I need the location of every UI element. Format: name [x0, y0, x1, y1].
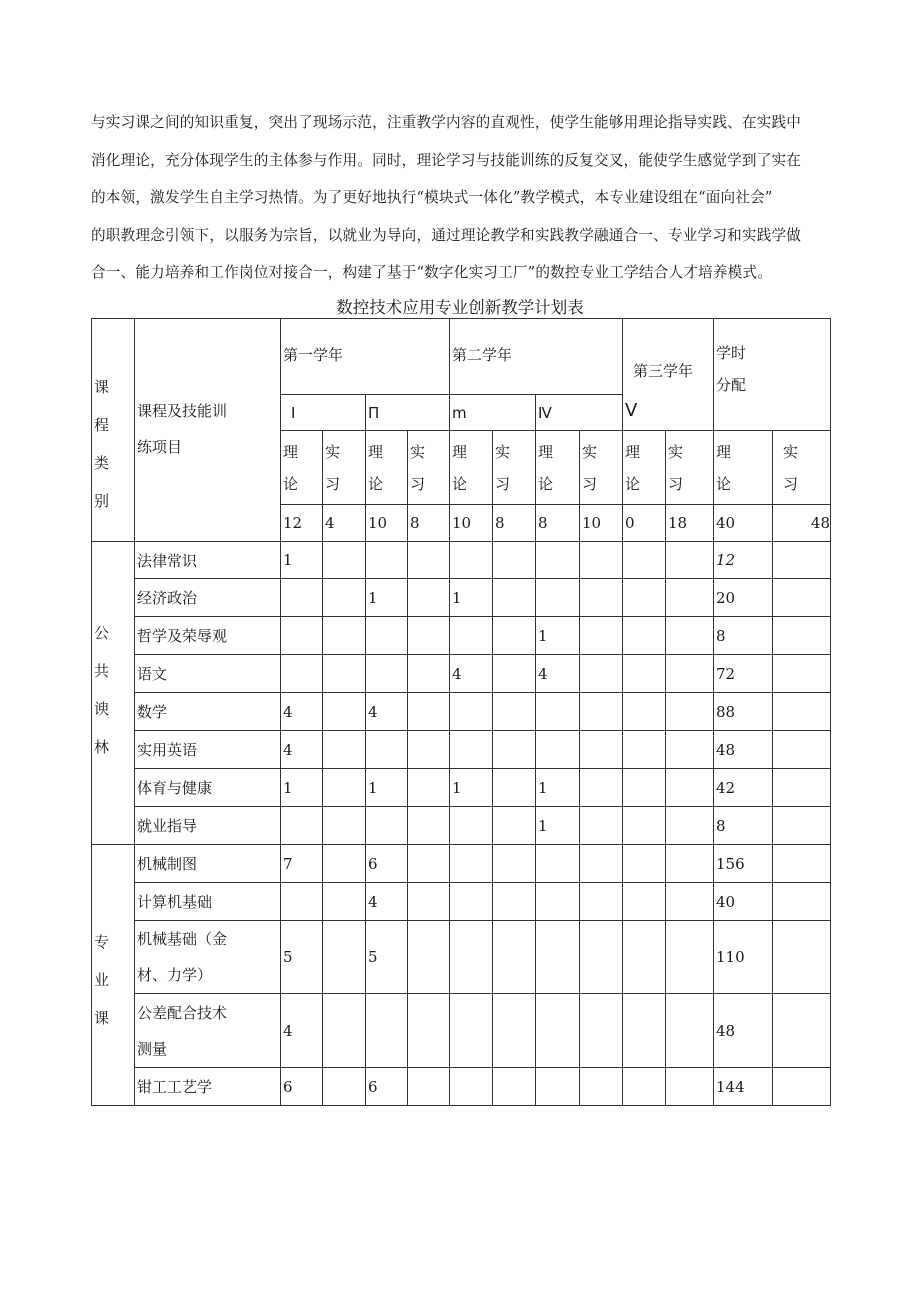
table-body [92, 542, 831, 1106]
hours-cell [623, 731, 666, 769]
category-char: 课 [94, 1009, 110, 1027]
hours-cell [408, 769, 450, 807]
table-row [92, 579, 831, 617]
table-row [92, 769, 831, 807]
hours-cell [408, 883, 450, 921]
hours-cell [536, 883, 580, 921]
hours-cell [536, 994, 580, 1068]
hours-cell [580, 845, 623, 883]
hours-cell [666, 693, 714, 731]
course-header-cell [135, 319, 281, 542]
hours-cell [666, 655, 714, 693]
theory-header: 理 论 [366, 431, 408, 505]
hours-cell [580, 655, 623, 693]
category-char: 共 [94, 662, 110, 680]
hours-cell [580, 921, 623, 994]
theory-header: 理 论 [536, 431, 580, 505]
body-paragraph [91, 104, 841, 292]
hours-cell [493, 994, 536, 1068]
hours-cell: 4 [366, 693, 408, 731]
course-name-cell: 哲学及荣辱观 [135, 617, 281, 655]
hours-cell [580, 769, 623, 807]
hours-cell: 1 [536, 617, 580, 655]
total-cell: 0 [623, 505, 666, 542]
total-hours-cell: 40 [714, 883, 773, 921]
theory-header: 理 论 [281, 431, 323, 505]
paragraph-line: 的职教理念引领下，以服务为宗旨，以就业为导向，通过理论教学和实践教学融通合一、专业学习和实践学做 [91, 226, 802, 244]
total-cell: 10 [580, 505, 623, 542]
hours-cell [323, 617, 366, 655]
hours-cell [623, 655, 666, 693]
practice-header: 实 习 [580, 431, 623, 505]
hours-cell [666, 994, 714, 1068]
hours-cell: 4 [536, 655, 580, 693]
total-hours-cell: 88 [714, 693, 773, 731]
header-char: 别 [94, 492, 110, 510]
hours-cell [536, 921, 580, 994]
hours-cell [408, 1068, 450, 1106]
hours-cell [493, 731, 536, 769]
teaching-plan-table [91, 318, 831, 1106]
hours-cell [666, 1068, 714, 1106]
hours-cell [493, 769, 536, 807]
header-char: 课 [94, 378, 110, 396]
hours-cell [493, 617, 536, 655]
hours-cell [623, 845, 666, 883]
practice-hours-cell [773, 883, 831, 921]
header-char: 程 [94, 416, 110, 434]
hours-cell [580, 994, 623, 1068]
hours-cell [366, 994, 408, 1068]
hours-cell [323, 1068, 366, 1106]
table-row [92, 693, 831, 731]
total-cell: 10 [450, 505, 493, 542]
year1-header: 第一学年 [281, 319, 450, 395]
table-row [92, 883, 831, 921]
hours-cell [580, 1068, 623, 1106]
table-row [92, 731, 831, 769]
hours-cell [493, 883, 536, 921]
course-name-cell: 体育与健康 [135, 769, 281, 807]
hours-cell [623, 994, 666, 1068]
hours-theory-header: 理 论 [714, 431, 773, 505]
table-row [92, 1068, 831, 1106]
paragraph-line: 消化理论，充分体现学生的主体参与作用。同时，理论学习与技能训练的反复交叉，能使学生感觉学到了实在 [91, 151, 802, 169]
hours-cell [323, 769, 366, 807]
course-name-cell: 计算机基础 [135, 883, 281, 921]
course-name-line: 公差配合技术 [137, 1003, 228, 1022]
hours-cell [536, 845, 580, 883]
hours-cell [580, 693, 623, 731]
term-3-header: m [450, 395, 536, 431]
hours-cell [666, 617, 714, 655]
total-hours-cell: 110 [714, 921, 773, 994]
hours-cell: 1 [536, 769, 580, 807]
course-name-line: 材、力学） [137, 966, 213, 984]
hours-cell: 4 [281, 731, 323, 769]
table-row [92, 617, 831, 655]
year3-label: 第三学年 [633, 361, 694, 380]
practice-hours-cell [773, 693, 831, 731]
hours-cell [408, 807, 450, 845]
hours-cell: 1 [450, 579, 493, 617]
course-name-cell: 数学 [135, 693, 281, 731]
hours-cell [408, 579, 450, 617]
practice-hours-cell [773, 1068, 831, 1106]
hours-cell [580, 579, 623, 617]
hours-cell [623, 1068, 666, 1106]
hours-cell [666, 845, 714, 883]
hours-header-line: 学时 [716, 344, 747, 362]
hours-cell [666, 769, 714, 807]
hours-cell [666, 542, 714, 579]
hours-cell [323, 994, 366, 1068]
hours-cell [366, 731, 408, 769]
hours-cell: 4 [366, 883, 408, 921]
course-name-cell: 法律常识 [135, 542, 281, 579]
total-cell: 18 [666, 505, 714, 542]
hours-cell [323, 693, 366, 731]
hours-cell [450, 731, 493, 769]
hours-cell [493, 921, 536, 994]
hours-cell: 6 [366, 845, 408, 883]
hours-cell [408, 542, 450, 579]
hours-cell [536, 542, 580, 579]
practice-header: 实 习 [323, 431, 366, 505]
table-row [92, 655, 831, 693]
hours-cell [323, 921, 366, 994]
hours-cell [450, 617, 493, 655]
hours-cell [323, 655, 366, 693]
hours-cell [536, 693, 580, 731]
table-row [92, 994, 831, 1068]
table-row [92, 542, 831, 579]
course-name-cell: 语文 [135, 655, 281, 693]
hours-cell [623, 883, 666, 921]
hours-cell [536, 731, 580, 769]
hours-cell [450, 921, 493, 994]
hours-cell: 6 [366, 1068, 408, 1106]
practice-hours-cell [773, 542, 831, 579]
practice-hours-cell [773, 845, 831, 883]
hours-cell [666, 579, 714, 617]
hours-cell [281, 617, 323, 655]
hours-cell [323, 845, 366, 883]
theory-header: V 理 论 [623, 431, 666, 505]
hours-cell: 1 [450, 769, 493, 807]
hours-cell [408, 921, 450, 994]
hours-cell [493, 579, 536, 617]
hours-practice-header: 实 习 [773, 431, 831, 505]
category-header-cell [92, 319, 135, 542]
hours-cell [580, 731, 623, 769]
hours-cell [281, 883, 323, 921]
hours-cell: 4 [281, 693, 323, 731]
hours-cell: 4 [450, 655, 493, 693]
course-name-cell [135, 994, 281, 1068]
term-5-header: V [625, 400, 638, 421]
table-title: 数控技术应用专业创新教学计划表 [336, 298, 584, 317]
total-cell: 8 [408, 505, 450, 542]
hours-cell [536, 579, 580, 617]
hours-cell [323, 579, 366, 617]
practice-header: 实 习 [408, 431, 450, 505]
category-char: 林 [94, 738, 110, 756]
hours-cell [493, 655, 536, 693]
hours-cell [408, 731, 450, 769]
category-char: 公 [94, 624, 110, 642]
hours-cell [450, 807, 493, 845]
term-4-header: Ⅳ [536, 395, 623, 431]
total-hours-cell: 8 [714, 807, 773, 845]
hours-header-line: 分配 [716, 376, 747, 394]
hours-cell [450, 1068, 493, 1106]
hours-cell [493, 1068, 536, 1106]
total-cell: 4 [323, 505, 366, 542]
practice-header: 实 习 [666, 431, 714, 505]
total-hours-cell: 42 [714, 769, 773, 807]
hours-cell [366, 655, 408, 693]
category-char: 专 [94, 933, 110, 951]
practice-hours-cell [773, 807, 831, 845]
hours-cell [408, 693, 450, 731]
paragraph-line: 的本领，激发学生自主学习热情。为了更好地执行“模块式一体化”教学模式，本专业建设组在“面向社会” [91, 189, 773, 206]
total-hours-cell: 8 [714, 617, 773, 655]
header-char: 类 [94, 454, 110, 472]
total-hours-cell: 144 [714, 1068, 773, 1106]
paragraph-line: 合一、能力培养和工作岗位对接合一，构建了基于“数字化实习工厂”的数控专业工学结合人才培养模式。 [91, 264, 773, 281]
hours-cell [666, 921, 714, 994]
hours-cell: 5 [281, 921, 323, 994]
hours-cell [366, 807, 408, 845]
hours-cell [450, 883, 493, 921]
hours-cell [323, 883, 366, 921]
total-cell: 12 [281, 505, 323, 542]
hours-cell [623, 693, 666, 731]
practice-hours-cell [773, 769, 831, 807]
hours-cell [408, 617, 450, 655]
total-cell: 10 [366, 505, 408, 542]
hours-cell: 7 [281, 845, 323, 883]
total-hours-cell: 48 [714, 731, 773, 769]
hours-cell [450, 693, 493, 731]
hours-cell [580, 617, 623, 655]
hours-cell [666, 731, 714, 769]
practice-hours-cell [773, 921, 831, 994]
total-cell: 40 [714, 505, 773, 542]
hours-cell: 1 [536, 807, 580, 845]
table-header [92, 319, 831, 542]
hours-cell [408, 845, 450, 883]
practice-hours-cell [773, 731, 831, 769]
course-header-line: 课程及技能训 [137, 402, 228, 420]
table-row [92, 845, 831, 883]
hours-cell [666, 883, 714, 921]
hours-cell [580, 883, 623, 921]
total-cell: 48 [773, 505, 831, 542]
course-header-line: 练项目 [137, 438, 183, 456]
course-name-cell: 就业指导 [135, 807, 281, 845]
practice-header: 实 习 [493, 431, 536, 505]
term-1-header: I [281, 395, 366, 431]
hours-cell [580, 807, 623, 845]
total-hours-cell: 72 [714, 655, 773, 693]
hours-cell [366, 617, 408, 655]
hours-cell [408, 655, 450, 693]
hours-cell [666, 807, 714, 845]
hours-cell [450, 542, 493, 579]
hours-cell [623, 921, 666, 994]
table-row [92, 807, 831, 845]
hours-cell [493, 807, 536, 845]
practice-hours-cell [773, 994, 831, 1068]
total-hours-cell: 48 [714, 994, 773, 1068]
year2-header: 第二学年 [450, 319, 623, 395]
course-name-cell: 机械制图 [135, 845, 281, 883]
total-hours-cell: 12 [714, 542, 773, 579]
hours-cell [493, 845, 536, 883]
hours-cell [623, 617, 666, 655]
total-cell: 8 [493, 505, 536, 542]
hours-cell [450, 994, 493, 1068]
hours-cell: 1 [281, 769, 323, 807]
hours-cell: 1 [366, 579, 408, 617]
paragraph-line: 与实习课之间的知识重复，突出了现场示范，注重教学内容的直观性，使学生能够用理论指导实践、在实践中 [91, 114, 802, 131]
practice-hours-cell [773, 579, 831, 617]
hours-header [714, 319, 831, 431]
hours-cell: 5 [366, 921, 408, 994]
hours-cell [281, 807, 323, 845]
total-cell: 8 [536, 505, 580, 542]
course-name-cell: 钳工工艺学 [135, 1068, 281, 1106]
hours-cell [323, 542, 366, 579]
total-hours-cell: 20 [714, 579, 773, 617]
hours-cell [323, 731, 366, 769]
hours-cell [493, 542, 536, 579]
hours-cell [623, 579, 666, 617]
practice-hours-cell [773, 617, 831, 655]
category-cell [92, 542, 135, 845]
category-cell [92, 845, 135, 1106]
hours-cell [580, 542, 623, 579]
hours-cell [623, 769, 666, 807]
course-name-line: 机械基础（金 [137, 930, 228, 948]
total-hours-cell: 156 [714, 845, 773, 883]
table-row [92, 921, 831, 994]
course-name-cell: 实用英语 [135, 731, 281, 769]
hours-cell [623, 542, 666, 579]
hours-cell [623, 807, 666, 845]
theory-header: 理 论 [450, 431, 493, 505]
hours-cell [366, 542, 408, 579]
hours-cell [493, 693, 536, 731]
category-char: 业 [94, 971, 110, 989]
course-name-cell [135, 921, 281, 994]
hours-cell: 6 [281, 1068, 323, 1106]
hours-cell [408, 994, 450, 1068]
hours-cell [323, 807, 366, 845]
term-2-header: Π [366, 395, 450, 431]
hours-cell [536, 1068, 580, 1106]
hours-cell [281, 655, 323, 693]
category-char: 谀 [94, 700, 110, 718]
hours-cell: 1 [281, 542, 323, 579]
course-name-line: 测量 [137, 1039, 168, 1058]
practice-hours-cell [773, 655, 831, 693]
hours-cell: 1 [366, 769, 408, 807]
course-name-cell: 经济政治 [135, 579, 281, 617]
hours-cell: 4 [281, 994, 323, 1068]
hours-cell [281, 579, 323, 617]
hours-cell [450, 845, 493, 883]
